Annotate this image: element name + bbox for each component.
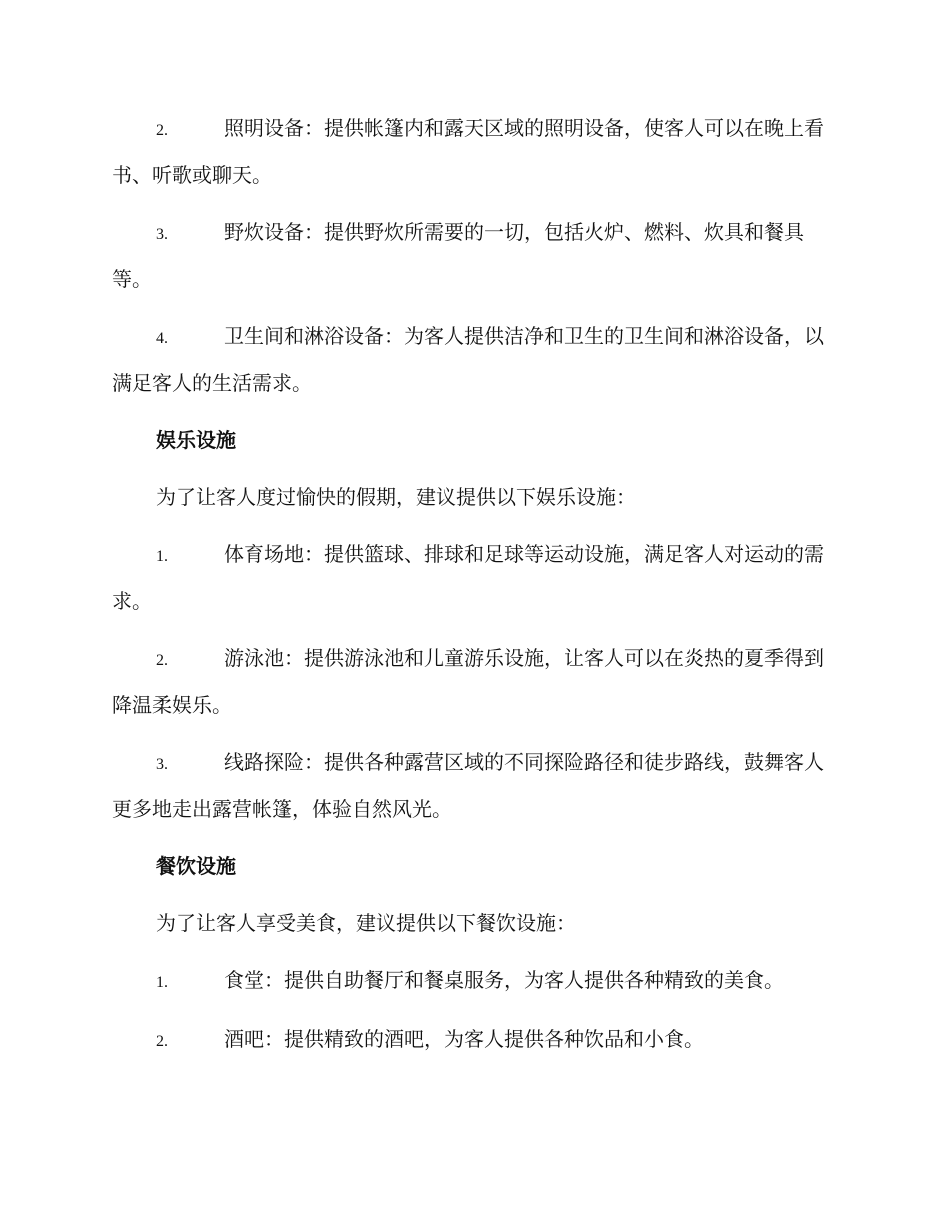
list-number: 3. [156, 226, 168, 243]
list-item [112, 210, 836, 302]
list-text: 游泳池：提供游泳池和儿童游乐设施，让客人可以在炎热的夏季得到降温柔娱乐。 [112, 646, 824, 717]
list-number: 1. [156, 974, 168, 991]
list-text: 照明设备：提供帐篷内和露天区域的照明设备，使客人可以在晚上看书、听歌或聊天。 [112, 116, 824, 187]
list-text: 线路探险：提供各种露营区域的不同探险路径和徒步路线，鼓舞客人更多地走出露营帐篷，体验自然风光。 [112, 750, 824, 821]
list-text: 野炊设备：提供野炊所需要的一切，包括火炉、燃料、炊具和餐具等。 [112, 220, 804, 291]
document-page [112, 106, 836, 1076]
section-intro-dining: 为了让客人享受美食，建议提供以下餐饮设施： [156, 911, 576, 935]
section-heading-dining: 餐饮设施 [156, 854, 236, 878]
list-number: 1. [156, 548, 168, 565]
list-item [112, 740, 836, 832]
list-item [112, 636, 836, 728]
list-text: 卫生间和淋浴设备：为客人提供洁净和卫生的卫生间和淋浴设备，以满足客人的生活需求。 [112, 324, 824, 395]
list-item [112, 1017, 836, 1064]
list-text: 食堂：提供自助餐厅和餐桌服务，为客人提供各种精致的美食。 [224, 968, 784, 992]
list-text: 酒吧：提供精致的酒吧，为客人提供各种饮品和小食。 [224, 1027, 704, 1051]
list-item [112, 106, 836, 198]
list-item [112, 958, 836, 1005]
list-number: 4. [156, 330, 168, 347]
list-number: 3. [156, 756, 168, 773]
list-number: 2. [156, 652, 168, 669]
list-item [112, 314, 836, 406]
list-number: 2. [156, 122, 168, 139]
list-number: 2. [156, 1033, 168, 1050]
section-intro-entertainment: 为了让客人度过愉快的假期，建议提供以下娱乐设施： [156, 485, 636, 509]
section-heading-entertainment: 娱乐设施 [156, 428, 236, 452]
list-item [112, 532, 836, 624]
list-text: 体育场地：提供篮球、排球和足球等运动设施，满足客人对运动的需求。 [112, 542, 824, 613]
